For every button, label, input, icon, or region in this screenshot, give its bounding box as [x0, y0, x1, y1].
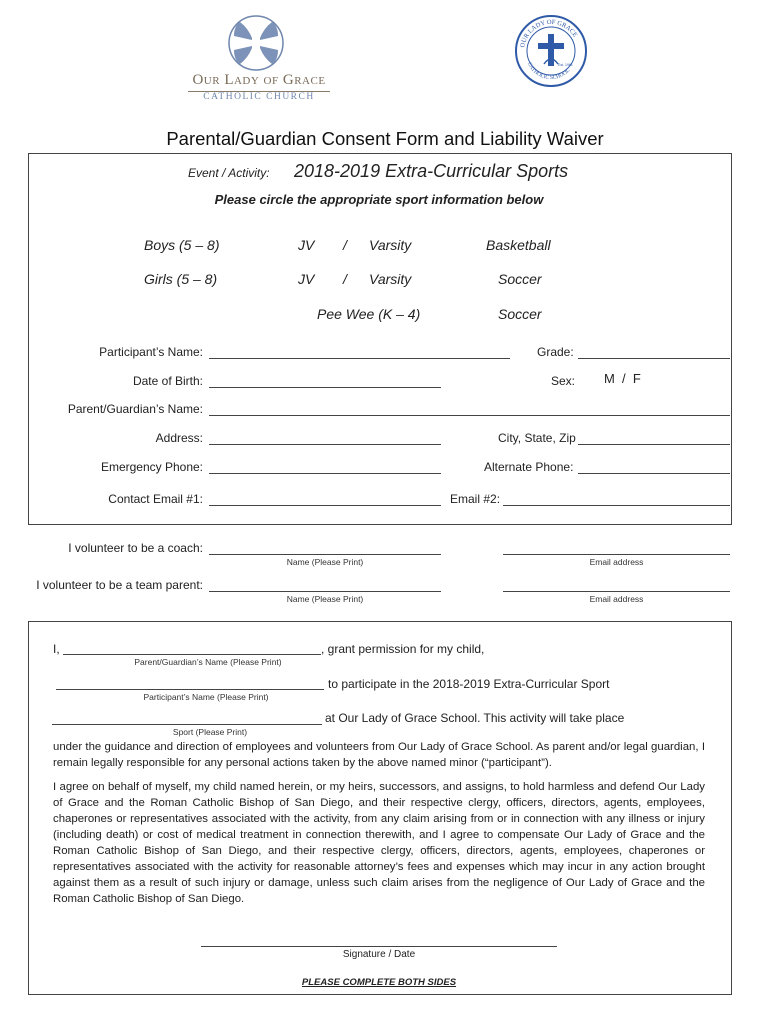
church-logo — [184, 14, 334, 104]
email2-label: Email #2: — [450, 492, 501, 506]
coach-name-caption: Name (Please Print) — [286, 557, 364, 567]
complete-both-sides-notice: PLEASE COMPLETE BOTH SIDES — [301, 977, 457, 988]
waiver-i-label: I, — [53, 642, 60, 656]
seal-year: Est. 1961 — [558, 63, 573, 67]
coach-name-field[interactable] — [209, 554, 441, 555]
church-name: Our Lady of Grace — [192, 72, 326, 88]
waiver-participant-caption: Participant’s Name (Please Print) — [143, 692, 269, 702]
waiver-participate-text: to participate in the 2018-2019 Extra-Curricular Sport — [328, 677, 610, 691]
dob-label: Date of Birth: — [132, 374, 203, 388]
circle-instruction: Please circle the appropriate sport information below — [214, 192, 544, 207]
sport-group: Girls (5 – 8) — [144, 271, 218, 287]
team-parent-email-field[interactable] — [503, 591, 730, 592]
parent-name-label: Parent/Guardian’s Name: — [67, 402, 203, 416]
grade-label: Grade: — [537, 345, 574, 359]
grade-field[interactable] — [578, 358, 730, 359]
cross-emblem-icon — [226, 14, 286, 72]
emergency-phone-label: Emergency Phone: — [100, 460, 203, 474]
school-seal — [514, 14, 588, 88]
sport-basketball-option[interactable]: Basketball — [486, 237, 551, 253]
waiver-grant-text: , grant permission for my child, — [321, 642, 485, 656]
participant-name-field[interactable] — [209, 358, 510, 359]
parent-name-field[interactable] — [209, 415, 730, 416]
email1-label: Contact Email #1: — [108, 492, 203, 506]
alternate-phone-label: Alternate Phone: — [484, 460, 574, 474]
sport-group: Boys (5 – 8) — [144, 237, 220, 253]
coach-volunteer-label: I volunteer to be a coach: — [68, 541, 203, 555]
city-state-zip-field[interactable] — [578, 444, 730, 445]
sport-group-peewee-option[interactable]: Pee Wee (K – 4) — [317, 306, 421, 322]
level-jv-option[interactable]: JV — [298, 271, 315, 287]
seal-bottom-text: CATHOLIC SCHOOL — [525, 61, 572, 82]
address-label: Address: — [155, 431, 203, 445]
seal-top-text: OUR LADY OF GRACE — [519, 18, 579, 49]
signature-date-field[interactable] — [201, 946, 557, 947]
sport-soccer-option[interactable]: Soccer — [498, 306, 542, 322]
waiver-sport-field[interactable] — [52, 724, 322, 725]
coach-email-caption: Email address — [589, 557, 644, 567]
team-parent-volunteer-label: I volunteer to be a team parent: — [36, 578, 203, 592]
event-value: 2018-2019 Extra-Curricular Sports — [294, 161, 569, 181]
level-jv-option[interactable]: JV — [298, 237, 315, 253]
city-state-zip-label: City, State, Zip — [498, 431, 576, 445]
church-subtitle: CATHOLIC CHURCH — [203, 92, 315, 102]
level-varsity-option[interactable]: Varsity — [369, 271, 412, 287]
level-varsity-option[interactable]: Varsity — [369, 237, 412, 253]
sex-label: Sex: — [551, 374, 576, 388]
signature-caption: Signature / Date — [342, 949, 416, 960]
dob-field[interactable] — [209, 387, 441, 388]
waiver-paragraph-1: under the guidance and direction of employees and volunteers from Our Lady of Grace School. As parent and/or legal guardian, I remain legally responsible for any personal actions taken by the above named minor (“participant”). — [53, 741, 705, 769]
sport-soccer-option[interactable]: Soccer — [498, 271, 542, 287]
coach-email-field[interactable] — [503, 554, 730, 555]
team-parent-email-caption: Email address — [589, 594, 644, 604]
email1-field[interactable] — [209, 505, 441, 506]
email2-field[interactable] — [503, 505, 730, 506]
level-separator: / — [343, 237, 347, 253]
waiver-location-text: at Our Lady of Grace School. This activity will take place — [325, 711, 625, 725]
participant-name-label: Participant’s Name: — [99, 345, 203, 359]
waiver-paragraph-2: I agree on behalf of myself, my child named herein, or my heirs, successors, and assigns, to hold harmless and defend Our Lady of Grace and the Roman Catholic Bishop of San Diego, and their respective clergy, officers, directors, agents, employees, chaperones or representatives associated with the activity, from any claim arising from or in connection with any illness or injury (including death) or cost of medical treatment in connection therewith, and I agree to compensate Our Lady of Grace and the Roman Catholic Bishop of San Diego, and their respective clergy, officers, directors, agents, employees, chaperones or representatives associated with the activity for reasonable attorney’s fees and expenses which may incur in any action brought against them as a result of such injury or damage, unless such claim arises from the negligence of Our Lady of Grace and the Roman Catholic Bishop of San Diego. — [53, 781, 705, 905]
alternate-phone-field[interactable] — [578, 473, 730, 474]
waiver-parent-name-field[interactable] — [63, 654, 321, 655]
waiver-parent-caption: Parent/Guardian’s Name (Please Print) — [134, 657, 282, 667]
level-separator: / — [343, 271, 347, 287]
emergency-phone-field[interactable] — [209, 473, 441, 474]
form-title: Parental/Guardian Consent Form and Liability Waiver — [166, 128, 604, 149]
address-field[interactable] — [209, 444, 441, 445]
team-parent-name-field[interactable] — [209, 591, 441, 592]
sex-options[interactable]: M / F — [604, 371, 641, 386]
event-label: Event / Activity: — [188, 166, 270, 180]
waiver-participant-name-field[interactable] — [56, 689, 324, 690]
waiver-sport-caption: Sport (Please Print) — [172, 727, 248, 737]
team-parent-name-caption: Name (Please Print) — [286, 594, 364, 604]
